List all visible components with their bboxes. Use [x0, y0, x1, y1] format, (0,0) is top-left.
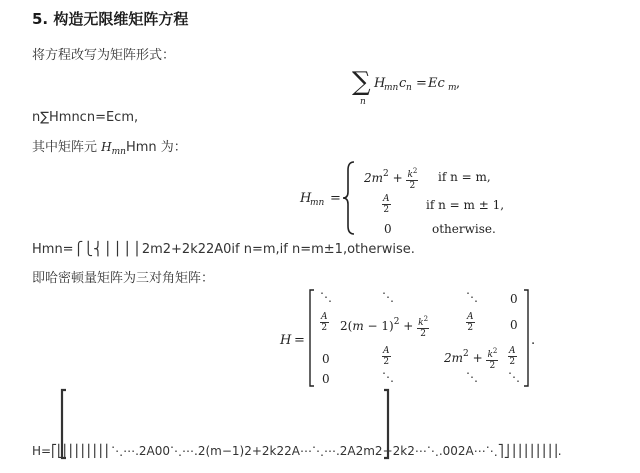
left-bracket — [310, 290, 314, 386]
tridiagonal-text: 即哈密顿量矩阵为三对角矩阵： — [32, 271, 215, 286]
piecewise-lhs: H — [300, 191, 312, 206]
left-brace — [343, 162, 354, 234]
piecewise-lhs-sub: mn — [310, 198, 325, 208]
intro-text: 将方程改写为矩阵形式： — [32, 48, 176, 63]
matrix-period: . — [531, 333, 536, 348]
cell-r4c3: ⋱ — [466, 370, 478, 384]
cell-r3c3: $2m^2$ + $\frac{k^2}{2}$ — [444, 347, 498, 371]
matrix-lhs: H — [280, 333, 292, 348]
fallback-piecewise-text: Hmn=⎧⎩⎨⎪⎪⎪⎪2m2+2k22A0if n=m,if n=m±1,otherwise. — [32, 242, 415, 257]
display-equation — [352, 64, 492, 108]
fallback-matrix-text: H=⎡⎣⎢⎢⎢⎢⎢⎢⎢⎢⋱⋯.2A00⋱⋯.2(m−1)2+2k22A⋯⋱⋯.2A2m2+2k2⋯⋱.002A⋯⋱⎤⎦⎥⎥⎥⎥⎥⎥⎥⎥. — [32, 444, 562, 458]
eq-rhs-sub: m — [448, 83, 457, 93]
tridiagonal-matrix — [276, 288, 540, 388]
matrix-element-plain: Hmn 为： — [125, 140, 187, 155]
case1-value: $2m^2$ + $\frac{k^2}{2}$ — [364, 167, 418, 191]
cell-r4c4: ⋱ — [508, 370, 520, 384]
cell-r3c2: $\frac{A}{2}$ — [383, 346, 390, 367]
cell-r4c2: ⋱ — [382, 370, 394, 384]
piecewise-equals: = — [330, 191, 341, 206]
cell-r1c1: ⋱ — [320, 290, 332, 304]
cell-r2c2: $2(m - 1)^2$ + $\frac{k^2}{2}$ — [340, 315, 429, 339]
matrix-equals: = — [294, 333, 305, 348]
cell-r2c3: $\frac{A}{2}$ — [467, 312, 474, 333]
cell-r2c1: $\frac{A}{2}$ — [321, 312, 328, 333]
case3-condition: otherwise. — [432, 222, 496, 236]
case3-value: 0 — [384, 222, 392, 236]
eq-lhs: H — [374, 76, 386, 91]
cell-r1c2: ⋱ — [382, 290, 394, 304]
eq-lhs-sub: mn — [384, 83, 399, 93]
eq-c: c — [399, 76, 407, 91]
eq-equals: = — [416, 76, 427, 91]
cell-r3c1: 0 — [322, 352, 330, 366]
cell-r2c4: 0 — [510, 318, 518, 332]
summation-formula — [352, 64, 492, 108]
right-bracket — [524, 290, 528, 386]
matrix-element-symbol: $H_{mn}$ — [101, 140, 126, 157]
piecewise-definition — [296, 158, 526, 238]
eq-comma: , — [456, 76, 461, 91]
case1-condition: if n = m, — [438, 170, 491, 184]
eq-rhs: Ec — [428, 76, 445, 91]
cell-r4c1: 0 — [322, 372, 330, 386]
sum-index: n — [360, 97, 366, 107]
eq-c-sub: n — [406, 83, 412, 93]
fallback-equation-text: n∑Hmncn=Ecm, — [32, 110, 139, 125]
cell-r1c4: 0 — [510, 292, 518, 306]
cell-r1c3: ⋱ — [466, 290, 478, 304]
case2-value: $\frac{A}{2}$ — [383, 194, 390, 215]
matrix-element-text — [32, 136, 187, 157]
sum-symbol: ∑ — [352, 67, 371, 97]
case2-condition: if n = m ± 1, — [426, 198, 505, 212]
cell-r3c4: $\frac{A}{2}$ — [509, 346, 516, 367]
section-heading: 5. 构造无限维矩阵方程 — [32, 10, 189, 28]
matrix-element-prefix: 其中矩阵元 — [32, 140, 102, 155]
